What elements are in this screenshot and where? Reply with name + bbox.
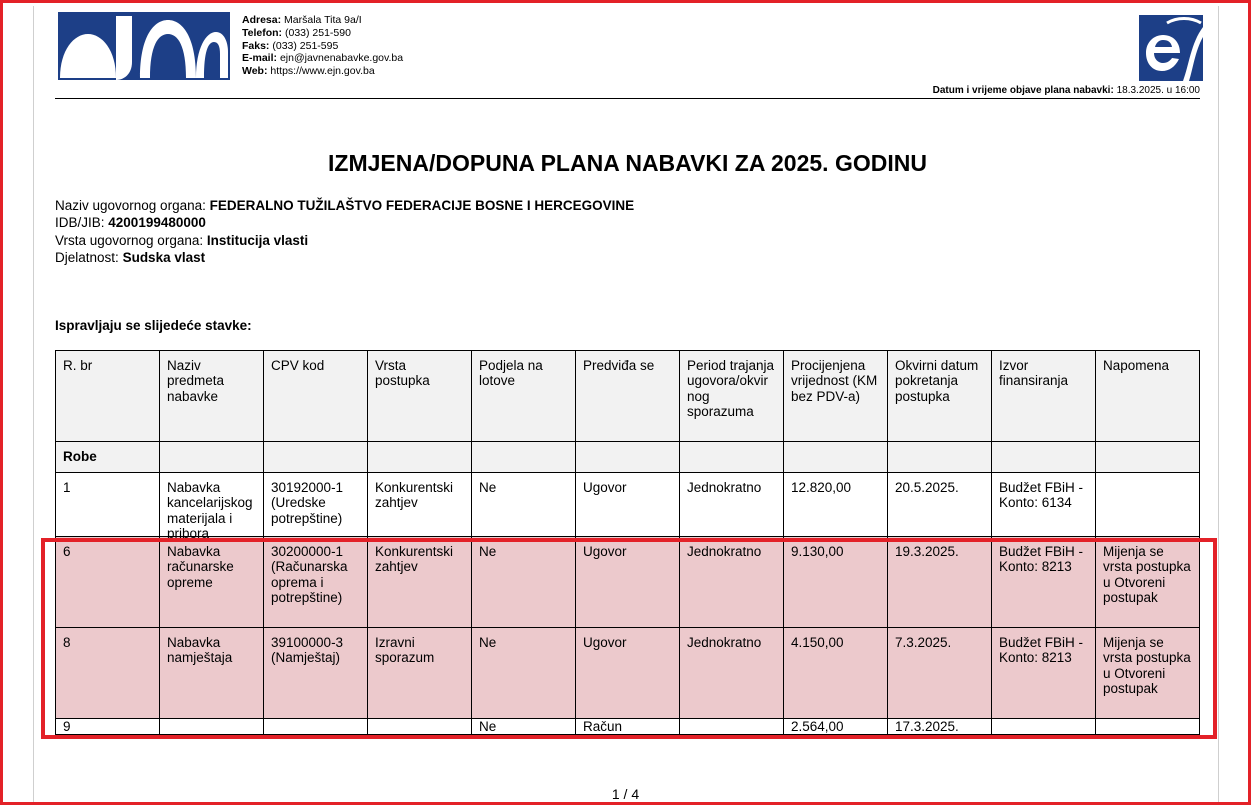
column-header: Predviđa se [576, 351, 680, 442]
contact-web: Web: https://www.ejn.gov.ba [242, 65, 375, 78]
table-cell: Izravni sporazum [368, 628, 472, 719]
contact-email: E-mail: ejn@javnenabavke.gov.ba [242, 52, 404, 65]
table-cell: Ne [472, 473, 576, 537]
ejn-logo [58, 12, 230, 85]
table-cell: Jednokratno [680, 473, 784, 537]
column-header: Okvirni datum pokretanja postupka [888, 351, 992, 442]
publish-value: 18.3.2025. u 16:00 [1116, 85, 1200, 96]
header-divider [55, 98, 1200, 99]
table-cell: Jednokratno [680, 628, 784, 719]
table-cell: Ugovor [576, 628, 680, 719]
table-cell: Nabavka kancelarijskog materijala i pribora [160, 473, 264, 537]
table-cell: 12.820,00 [784, 473, 888, 537]
table-cell: Budžet FBiH - Konto: 8213 [992, 628, 1096, 719]
procurement-plan-table [55, 350, 1200, 735]
table-cell: Budžet FBiH - Konto: 6134 [992, 473, 1096, 537]
table-cell [160, 719, 264, 735]
publish-datetime [933, 85, 1200, 96]
table-row [56, 719, 1200, 735]
table-cell: Konkurentski zahtjev [368, 537, 472, 628]
e-logo [1139, 15, 1203, 86]
info-activity: Djelatnost: Sudska vlast [55, 249, 206, 265]
table-cell: 9 [56, 719, 160, 735]
table-cell: 2.564,00 [784, 719, 888, 735]
table-cell [368, 719, 472, 735]
table-cell: 8 [56, 628, 160, 719]
column-header: Procijenjena vrijednost (KM bez PDV-a) [784, 351, 888, 442]
document-title: IZMJENA/DOPUNA PLANA NABAVKI ZA 2025. GODINU [328, 150, 927, 176]
page-edge-left [33, 6, 34, 805]
table-cell [264, 719, 368, 735]
table-cell: Konkurentski zahtjev [368, 473, 472, 537]
table-cell: 9.130,00 [784, 537, 888, 628]
contact-fax: Faks: (033) 251-595 [242, 39, 339, 52]
table-cell [1096, 719, 1200, 735]
table-cell: 6 [56, 537, 160, 628]
table-cell: 30200000-1 (Računarska oprema i potrepštine) [264, 537, 368, 628]
table-cell: Mijenja se vrsta postupka u Otvoreni postupak [1096, 628, 1200, 719]
table-cell: Ne [472, 628, 576, 719]
table-cell: Ugovor [576, 473, 680, 537]
table-cell: 20.5.2025. [888, 473, 992, 537]
authority-info [55, 197, 634, 266]
contact-block [242, 14, 403, 78]
group-label: Robe [56, 442, 160, 473]
column-header: Napomena [1096, 351, 1200, 442]
table-cell: Nabavka namještaja [160, 628, 264, 719]
info-idb: IDB/JIB: 4200199480000 [55, 215, 206, 231]
info-authority-name: Naziv ugovornog organa: FEDERALNO TUŽILAŠTVO FEDERACIJE BOSNE I HERCEGOVINE [55, 198, 635, 213]
column-header: Izvor finansiranja [992, 351, 1096, 442]
column-header: Naziv predmeta nabavke [160, 351, 264, 442]
publish-label: Datum i vrijeme objave plana nabavki: [932, 85, 1114, 96]
table-cell: Račun [576, 719, 680, 735]
column-header: Podjela na lotove [472, 351, 576, 442]
table-row-highlighted [56, 537, 1200, 628]
table-cell: Ne [472, 719, 576, 735]
table-cell [680, 719, 784, 735]
table-header-row [56, 351, 1200, 442]
table-cell: 4.150,00 [784, 628, 888, 719]
table-cell: Budžet FBiH - Konto: 8213 [992, 537, 1096, 628]
contact-phone: Telefon: (033) 251-590 [242, 26, 351, 39]
table-cell: 39100000-3 (Namještaj) [264, 628, 368, 719]
table-cell: 17.3.2025. [888, 719, 992, 735]
page-number: 1 / 4 [611, 786, 640, 802]
table-row [56, 473, 1200, 537]
table-cell: 30192000-1 (Uredske potrepštine) [264, 473, 368, 537]
table-cell [1096, 473, 1200, 537]
section-heading: Ispravljaju se slijedeće stavke: [55, 318, 252, 333]
table-cell: 7.3.2025. [888, 628, 992, 719]
table-cell: Ugovor [576, 537, 680, 628]
column-header: R. br [56, 351, 160, 442]
table-group-row [56, 442, 1200, 473]
table-cell: Jednokratno [680, 537, 784, 628]
info-authority-type: Vrsta ugovornog organa: Institucija vlasti [55, 232, 309, 248]
table-cell: Ne [472, 537, 576, 628]
column-header: Vrsta postupka [368, 351, 472, 442]
table-cell [992, 719, 1096, 735]
page-edge-right [1218, 6, 1219, 805]
table-cell: Mijenja se vrsta postupka u Otvoreni postupak [1096, 537, 1200, 628]
table-cell: 1 [56, 473, 160, 537]
table-row-highlighted [56, 628, 1200, 719]
column-header: Period trajanja ugovora/okvir nog sporazuma [680, 351, 784, 442]
table-cell: Nabavka računarske opreme [160, 537, 264, 628]
contact-address: Adresa: Maršala Tita 9a/I [242, 14, 362, 26]
table-cell: 19.3.2025. [888, 537, 992, 628]
column-header: CPV kod [264, 351, 368, 442]
